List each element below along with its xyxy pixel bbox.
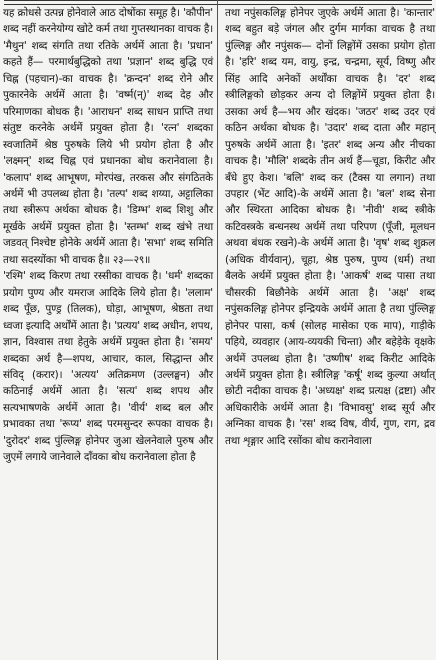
left-paragraph-1: यह क्रोधसे उत्पन्न होनेवाले आठ दोषोंका समूह है। 'कौपीन' शब्द नहीं करनेयोग्य खोटे कर्म तथा गुप्तस्थानका वाचक है। 'मैथुन' शब्द संगति तथा रतिके अर्थमें आता है। 'प्रधान' कहते हैं— परमार्थबुद्धिको तथा 'प्रज्ञान' शब्द बुद्धि एवं चिह्न (पहचान)-का वाचक है। 'क्रन्दन' शब्द रोने और पुकारनेके अर्थमें आता है। 'वर्ष्म(न्)' शब्द देह और परिमाणका बोधक है। 'आराधन' शब्द साधन प्राप्ति तथा संतुष्ट करनेके अर्थमें प्रयुक्त होता है। 'रत्न' शब्दका स्वजातिमें श्रेष्ठ पुरुषके लिये भी प्रयोग होता है और 'लक्ष्मन्' शब्द चिह्न एवं प्रधानका बोध करानेवाला है। 'कलाप' शब्द आभूषण, मोरपंख, तरकस और संगठितके अर्थमें भी उपलब्ध होता है। 'तल्प' शब्द शय्या, अट्टालिका तथा स्त्रीरूप अर्थका बोधक है। 'डिम्भ' शब्द शिशु और मूर्खके अर्थमें प्रयुक्त होता है। 'स्तम्भ' शब्द खंभे तथा जडवत् निश्चेष्ट होनेके अर्थमें आता है। 'सभा' शब्द समिति तथा सदस्योंका भी वाचक है॥ २३—२९॥ (3, 7, 213, 266)
column-divider (217, 0, 218, 660)
right-column (225, 5, 435, 449)
left-column (3, 5, 213, 466)
left-paragraph-2: 'रश्मि' शब्द किरण तथा रस्सीका वाचक है। 'धर्म' शब्दका प्रयोग पुण्य और यमराज आदिके लिये होता है। 'ललाम' शब्द पूँछ, पुण्ड्र (तिलक), घोड़ा, आभूषण, श्रेष्ठता तथा ध्वजा इत्यादि अर्थोंमें आता है। 'प्रत्यय' शब्द अधीन, शपथ, ज्ञान, विश्वास तथा हेतुके अर्थमें प्रयुक्त होता है। 'समय' शब्दका अर्थ है—शपथ, आचार, काल, सिद्धान्त और संविद् (करार)। 'अत्यय' अतिक्रमण (उल्लङ्घन) और कठिनाई अर्थमें आता है। 'सत्य' शब्द शपथ और सत्यभाषणके अर्थमें आता है। 'वीर्य' शब्द बल और प्रभावका तथा 'रूप्य' शब्द परमसुन्दर रूपका वाचक है। 'दुरोदर' शब्द पुंल्लिङ्ग होनेपर जुआ खेलनेवाले पुरुष और जुएमें लगाये जानेवाले दाँवका बोध करानेवाला होता है (3, 270, 213, 464)
right-paragraph-1: तथा नपुंसकलिङ्ग होनेपर जुएके अर्थमें आता है। 'कान्तार' शब्द बहुत बड़े जंगल और दुर्गम मार्गका वाचक है तथा पुंल्लिङ्ग और नपुंसक— दोनों लिङ्गोंमें उसका प्रयोग होता है। 'हरि' शब्द यम, वायु, इन्द्र, चन्द्रमा, सूर्य, विष्णु और सिंह आदि अनेकों अर्थोंका वाचक है। 'दर' शब्द स्त्रीलिङ्गको छोड़कर अन्य दो लिङ्गोंमें प्रयुक्त होता है। उसका अर्थ है—भय और खंदक। 'जठर' शब्द उदर एवं कठिन अर्थका बोधक है। 'उदार' शब्द दाता और महान् पुरुषके अर्थमें आता है। 'इतर' शब्द अन्य और नीचका वाचक है। 'मौलि' शब्दके तीन अर्थ हैं—चूडा, किरीट और बँधे हुए केश। 'बलि' शब्द कर (टैक्स या लगान) तथा उपहार (भेंट आदि)-के अर्थमें आता है। 'बल' शब्द सेना और स्थिरता आदिका बोधक है। 'नीवी' शब्द स्त्रीके कटिवस्त्रके बन्धनस्थ अर्थमें तथा परिपण (पूँजी, मूलधन अथवा बंधक रखने)-के अर्थमें आता है। 'वृष' शब्द शुक्रल (अधिक वीर्यवान्), चूहा, श्रेष्ठ पुरुष, पुण्य (धर्म) तथा बैलके अर्थमें प्रयुक्त होता है। 'आकर्ष' शब्द पासा तथा चौसरकी बिछौनेके अर्थमें आता है। 'अक्ष' शब्द नपुंसकलिङ्ग होनेपर इन्द्रियके अर्थमें आता है तथा पुंल्लिङ्ग होनेपर पासा, कर्ष (सोलह मासेका एक माप), गाड़ीके पहिये, व्यवहार (आय-व्ययकी चिन्ता) और बहेड़ेके वृक्षके अर्थमें उपलब्ध होता है। 'उष्णीष' शब्द किरीट आदिके अर्थमें प्रयुक्त होता है। स्त्रीलिङ्ग 'कर्षू' शब्द कुल्या अर्थात् छोटी नदीका वाचक है। 'अध्यक्ष' शब्द प्रत्यक्ष (द्रष्टा) और अधिकारीके अर्थमें आता है। 'विभावसु' शब्द सूर्य और अग्निका वाचक है। 'रस' शब्द विष, वीर्य, गुण, राग, द्रव तथा शृङ्गार आदि रसोंका बोध करानेवाला (225, 7, 435, 447)
